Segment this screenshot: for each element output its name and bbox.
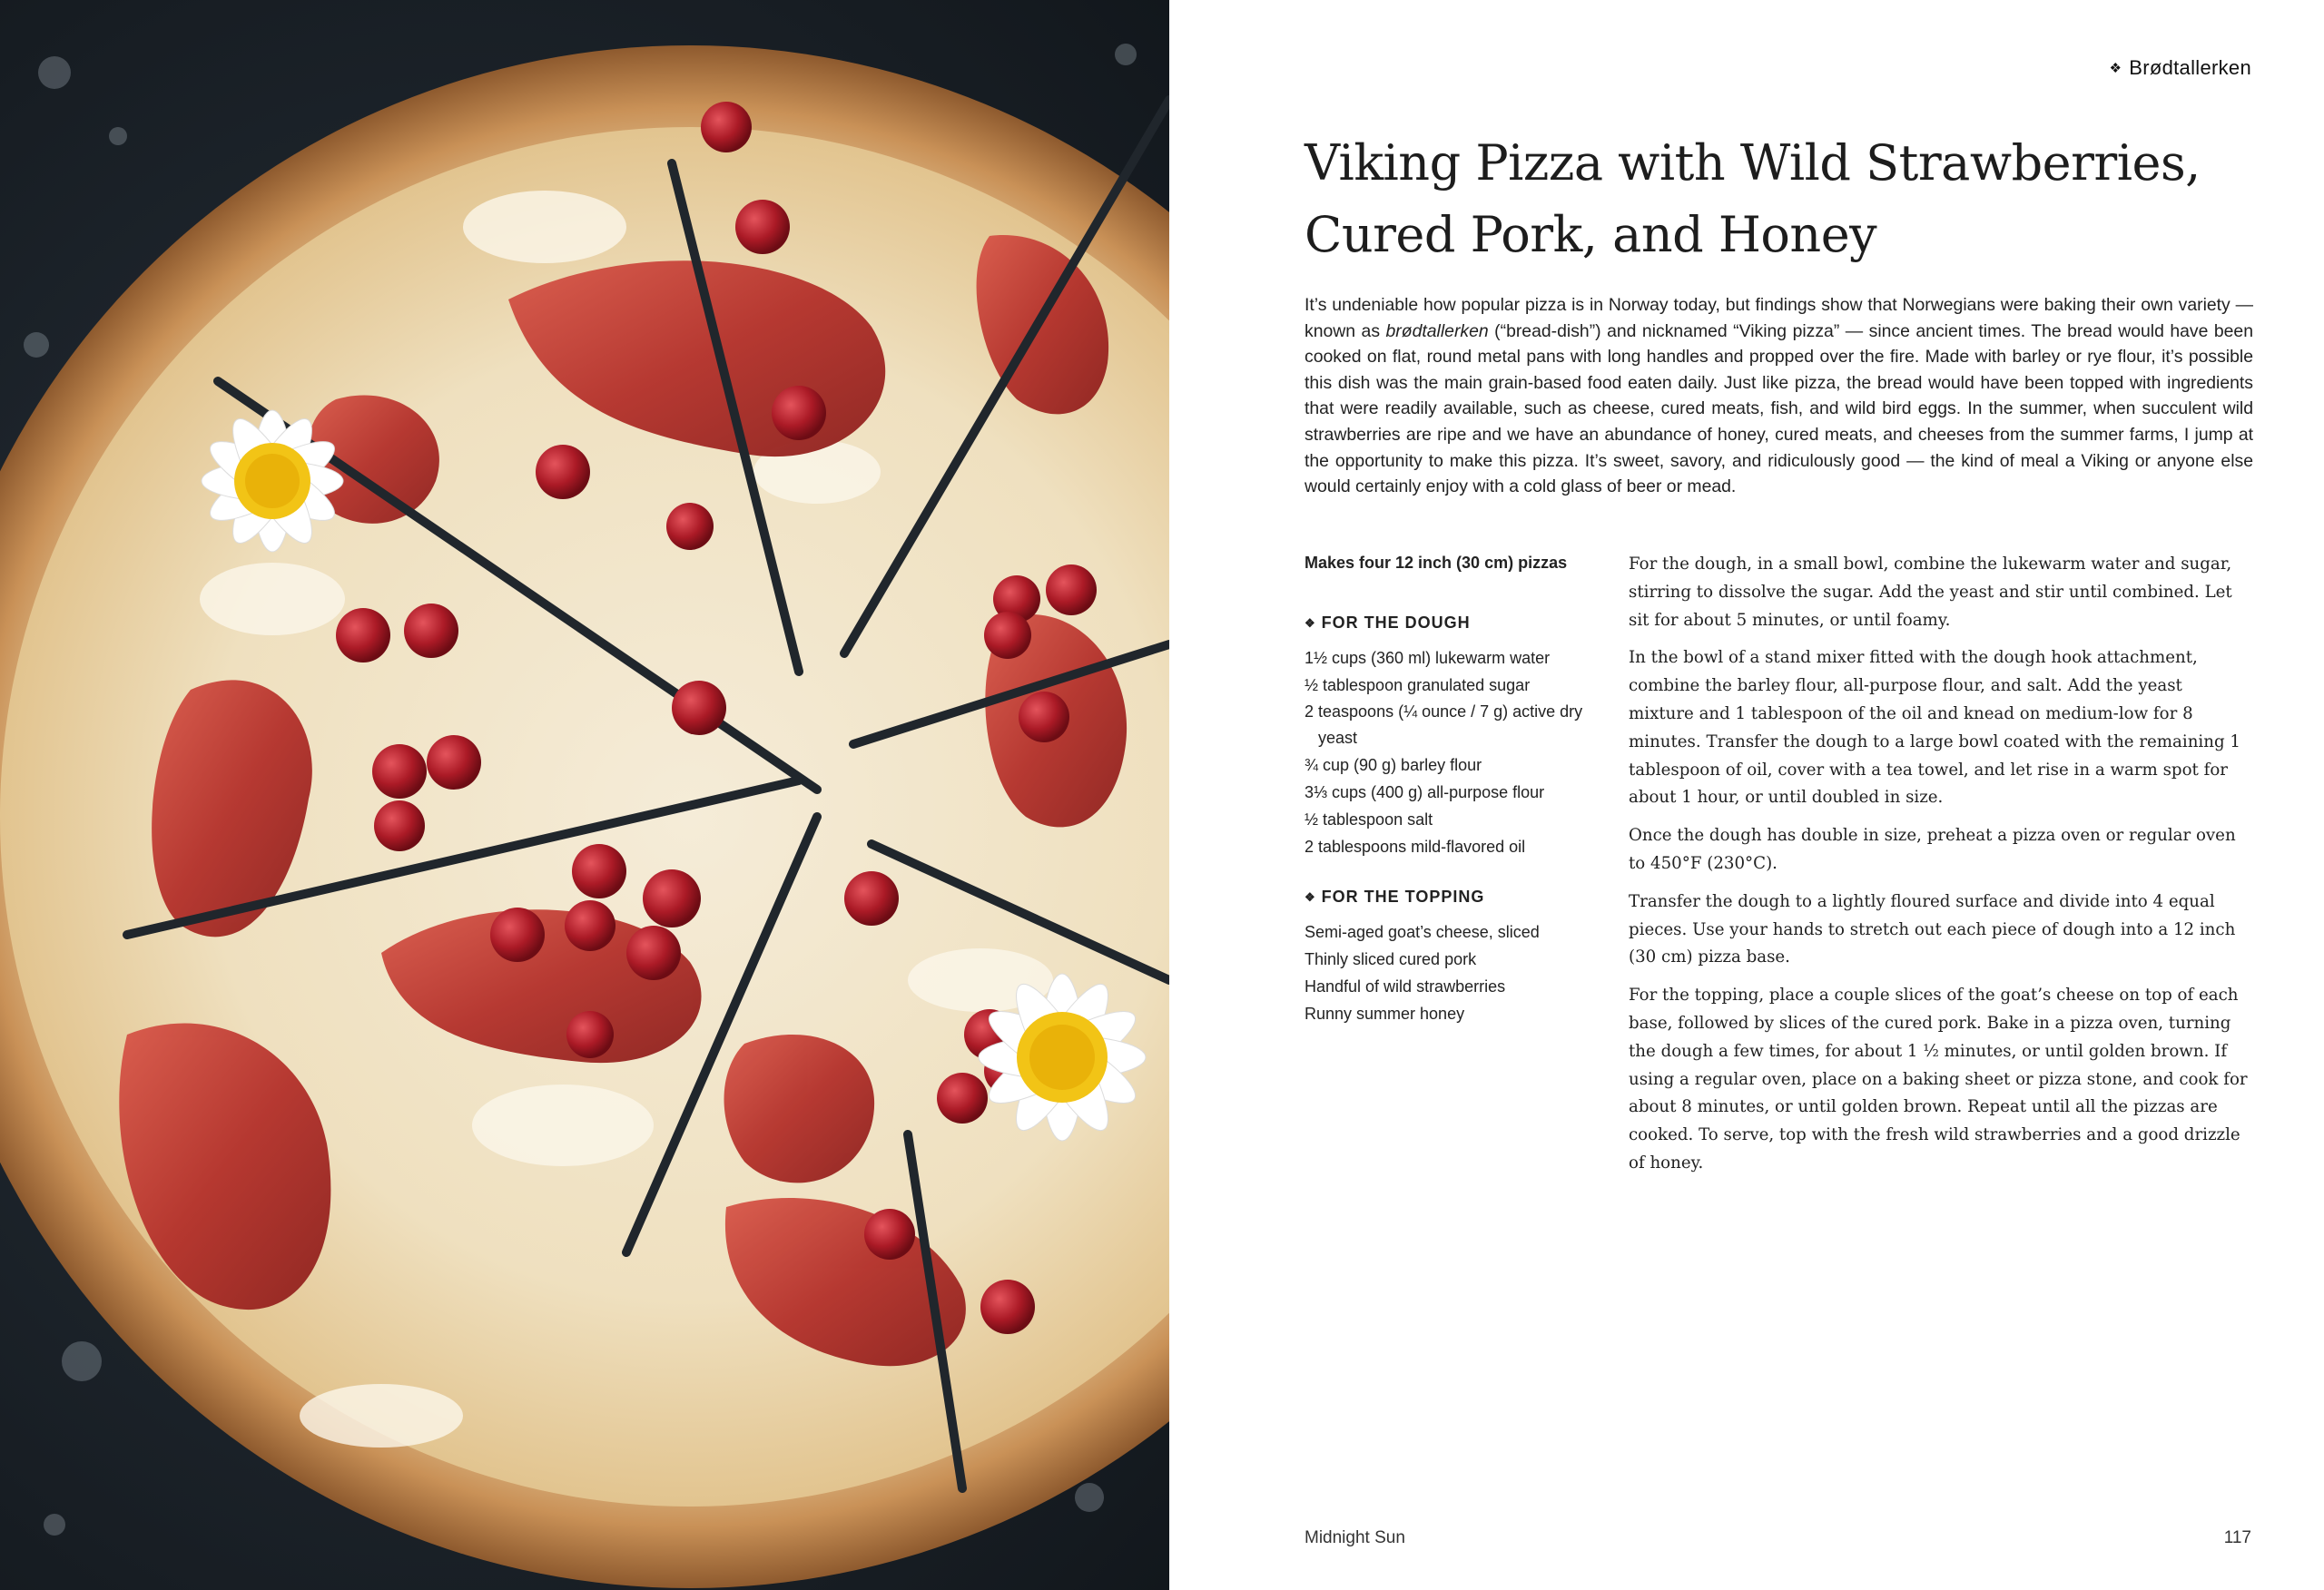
dough-ingredients — [1305, 613, 1604, 860]
method-step: Once the dough has double in size, preheat a pizza oven or regular oven to 450°F (230°C). — [1629, 826, 2236, 873]
topping-heading-label: FOR THE TOPPING — [1321, 888, 1485, 906]
ingredient-item: 2 tablespoons mild-flavored oil — [1305, 838, 1526, 856]
four-diamond-ornament-icon: ❖ — [1305, 616, 1316, 630]
dough-heading — [1305, 613, 1604, 635]
intro-italic-term: brødtallerken — [1385, 320, 1489, 341]
ingredient-item: 1½ cups (360 ml) lukewarm water — [1305, 649, 1551, 667]
ingredient-item: Runny summer honey — [1305, 1005, 1465, 1023]
ingredients-column — [1305, 613, 1604, 1027]
topping-ingredients — [1305, 888, 1604, 1027]
ingredient-item: Semi-aged goat’s cheese, sliced — [1305, 923, 1540, 941]
method-column — [1629, 551, 2251, 1188]
ingredient-item: 2 teaspoons (¼ ounce / 7 g) active dry yeast — [1305, 702, 1583, 747]
footer-book-title: Midnight Sun — [1305, 1528, 1405, 1547]
ingredient-item: Thinly sliced cured pork — [1305, 950, 1477, 968]
section-tag-label: Brødtallerken — [2129, 56, 2251, 79]
ingredient-item: ½ tablespoon salt — [1305, 810, 1433, 829]
recipe-title: Viking Pizza with Wild Strawberries, Cured Pork, and Honey — [1305, 134, 2201, 263]
page-number: 117 — [2223, 1528, 2251, 1547]
method-step: For the topping, place a couple slices of the goat’s cheese on top of each base, followed by slices of the cured pork. Bake in a pizza oven, turning the dough a few times, for about 1 ½ minutes, or until golden brown. If using a regular oven, place on a baking sheet or pizza stone, and cook for about 8 minutes, or until golden brown. Repeat until all the pizzas are cooked. To serve, top with the fresh wild strawberries and a good drizzle of honey. — [1629, 986, 2248, 1173]
method-step: In the bowl of a stand mixer fitted with the dough hook attachment, combine the barley flour, all-purpose flour, and salt. Add the yeast mixture and 1 tablespoon of the oil and knead on medium-low for 8 minutes. Transfer the dough to a large bowl coated with the remaining 1 tablespoon of oil, cover with a tea towel, and let rise in a warm spot for about 1 hour, or until doubled in size. — [1629, 648, 2240, 808]
intro-text-part1: It’s undeniable how popular pizza is in Norway today, but findings show that Norwegians were baking their own variety — known as — [1305, 295, 2253, 341]
section-tag — [2110, 56, 2251, 80]
ingredient-item: 3⅓ cups (400 g) all-purpose flour — [1305, 783, 1545, 801]
method-step: Transfer the dough to a lightly floured surface and divide into 4 equal pieces. Use your hands to stretch out each piece of dough into a 12 inch (30 cm) pizza base. — [1629, 891, 2236, 967]
intro-text-part2: (“bread-dish”) and nicknamed “Viking pizza” — since ancient times. The bread would have been cooked on flat, round metal pans with long handles and propped over the fire. Made with barley or rye flour, it’s possible this dish was the main grain-based food eaten daily. Just like pizza, the bread would have been topped with ingredients that were readily available, such as cheese, cured meats, fish, and wild bird eggs. In the summer, when succulent wild strawberries are ripe and we have an abundance of honey, cured meats, and cheeses from the summer farms, I jump at the opportunity to make this pizza. It’s sweet, savory, and ridiculously good — the kind of meal a Viking or anyone else would certainly enjoy with a cold glass of beer or mead. — [1305, 320, 2254, 497]
dough-ingredient-list — [1305, 644, 1604, 860]
method-step: For the dough, in a small bowl, combine the lukewarm water and sugar, stirring to dissolve the sugar. Add the yeast and stir until combined. Let sit for about 5 minutes, or until foamy. — [1629, 555, 2232, 630]
four-diamond-ornament-icon: ❖ — [2109, 61, 2122, 76]
recipe-yield: Makes four 12 inch (30 cm) pizzas — [1305, 554, 1568, 572]
dough-heading-label: FOR THE DOUGH — [1321, 613, 1471, 632]
ingredient-item: ½ tablespoon granulated sugar — [1305, 676, 1531, 694]
intro-paragraph — [1305, 292, 2253, 500]
four-diamond-ornament-icon: ❖ — [1305, 890, 1316, 904]
ingredient-item: Handful of wild strawberries — [1305, 977, 1506, 996]
ingredient-item: ¾ cup (90 g) barley flour — [1305, 756, 1482, 774]
topping-heading — [1305, 888, 1604, 909]
topping-ingredient-list — [1305, 918, 1604, 1027]
